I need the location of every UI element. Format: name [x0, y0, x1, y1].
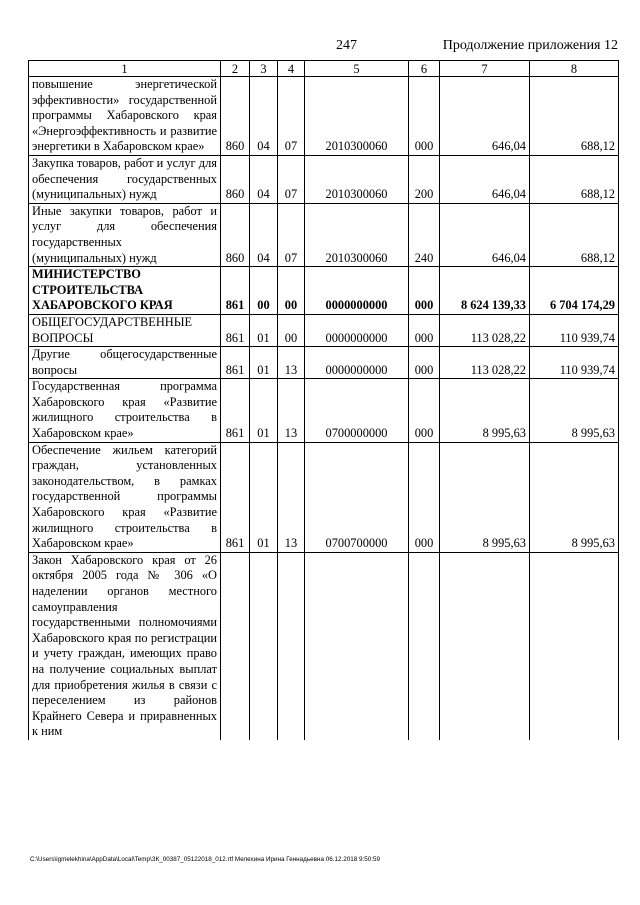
cell-amount-1: 8 995,63 — [440, 379, 530, 442]
row-name: Закупка товаров, работ и услуг для обеспечения государственных (муниципальных) нужд — [29, 155, 221, 203]
cell-section: 01 — [250, 379, 278, 442]
cell-target-article — [305, 552, 409, 740]
cell-subsection: 07 — [278, 155, 305, 203]
column-header: 4 — [278, 61, 305, 77]
column-header: 7 — [440, 61, 530, 77]
cell-expense-type: 000 — [409, 267, 440, 315]
cell-amount-2: 110 939,74 — [530, 347, 619, 379]
cell-target-article: 2010300060 — [305, 155, 409, 203]
cell-amount-2: 688,12 — [530, 203, 619, 266]
column-header: 3 — [250, 61, 278, 77]
table-header-row — [29, 61, 619, 77]
cell-subsection: 00 — [278, 267, 305, 315]
cell-expense-type — [409, 552, 440, 740]
cell-subsection: 13 — [278, 347, 305, 379]
cell-amount-1: 646,04 — [440, 155, 530, 203]
table-row — [29, 77, 619, 156]
cell-section: 01 — [250, 314, 278, 346]
cell-amount-2: 688,12 — [530, 155, 619, 203]
cell-target-article: 0700000000 — [305, 379, 409, 442]
cell-section: 00 — [250, 267, 278, 315]
column-header: 1 — [29, 61, 221, 77]
column-header: 6 — [409, 61, 440, 77]
cell-expense-type: 200 — [409, 155, 440, 203]
table-row — [29, 314, 619, 346]
cell-section: 01 — [250, 347, 278, 379]
cell-expense-type: 000 — [409, 77, 440, 156]
table-row — [29, 203, 619, 266]
cell-amount-1: 113 028,22 — [440, 347, 530, 379]
table-row — [29, 379, 619, 442]
cell-admin-code: 861 — [221, 267, 250, 315]
cell-section: 01 — [250, 442, 278, 552]
cell-admin-code: 860 — [221, 77, 250, 156]
row-name: Другие общегосударственные вопросы — [29, 347, 221, 379]
page-number: 247 — [336, 38, 357, 53]
column-header: 2 — [221, 61, 250, 77]
cell-amount-2: 688,12 — [530, 77, 619, 156]
cell-expense-type: 000 — [409, 442, 440, 552]
cell-amount-1: 646,04 — [440, 77, 530, 156]
cell-target-article: 2010300060 — [305, 77, 409, 156]
cell-admin-code: 861 — [221, 347, 250, 379]
cell-subsection: 07 — [278, 77, 305, 156]
cell-section: 04 — [250, 77, 278, 156]
budget-table — [28, 60, 619, 740]
cell-amount-1: 8 624 139,33 — [440, 267, 530, 315]
cell-expense-type: 000 — [409, 379, 440, 442]
cell-section: 04 — [250, 203, 278, 266]
column-header: 5 — [305, 61, 409, 77]
column-header: 8 — [530, 61, 619, 77]
cell-admin-code: 861 — [221, 379, 250, 442]
cell-admin-code: 861 — [221, 314, 250, 346]
cell-admin-code: 861 — [221, 442, 250, 552]
cell-target-article: 0000000000 — [305, 267, 409, 315]
table-row — [29, 267, 619, 315]
cell-amount-2: 6 704 174,29 — [530, 267, 619, 315]
cell-subsection — [278, 552, 305, 740]
row-name: ОБЩЕГОСУДАРСТВЕННЫЕ ВОПРОСЫ — [29, 314, 221, 346]
file-path-footer: C:\Users\igmelekhina\AppData\Local\Temp\ЗК_00387_05122018_012.rtf Мелехина Ирина Геннадьевна 06.12.2018 9:50:59 — [30, 856, 380, 863]
cell-subsection: 00 — [278, 314, 305, 346]
cell-admin-code: 860 — [221, 155, 250, 203]
cell-subsection: 13 — [278, 442, 305, 552]
row-name: Обеспечение жильем категорий граждан, установленных законодательством, в рамках государственной программы Хабаровского края «Развитие жилищного строительства в Хабаровском крае» — [29, 442, 221, 552]
row-name: Иные закупки товаров, работ и услуг для обеспечения государственных (муниципальных) нужд — [29, 203, 221, 266]
cell-section — [250, 552, 278, 740]
cell-subsection: 13 — [278, 379, 305, 442]
cell-amount-2: 8 995,63 — [530, 379, 619, 442]
cell-amount-1 — [440, 552, 530, 740]
row-name: Государственная программа Хабаровского края «Развитие жилищного строительства в Хабаровском крае» — [29, 379, 221, 442]
cell-target-article: 0000000000 — [305, 314, 409, 346]
table-row — [29, 347, 619, 379]
appendix-caption: Продолжение приложения 12 — [442, 38, 618, 53]
cell-section: 04 — [250, 155, 278, 203]
cell-target-article: 0000000000 — [305, 347, 409, 379]
row-name: Закон Хабаровского края от 26 октября 2005 года № 306 «О наделении органов местного самоуправления государственными полномочиями Хабаровского края по регистрации и учету граждан, имеющих право на получение социальных выплат для приобретения жилья в связи с переселением из районов Крайнего Севера и приравненных к ним — [29, 552, 221, 740]
table-row — [29, 442, 619, 552]
cell-target-article: 0700700000 — [305, 442, 409, 552]
cell-expense-type: 240 — [409, 203, 440, 266]
table-row — [29, 155, 619, 203]
cell-admin-code: 860 — [221, 203, 250, 266]
row-name: повышение энергетической эффективности» государственной программы Хабаровского края «Энергоэффективность и развитие энергетики в Хабаровском крае» — [29, 77, 221, 156]
cell-amount-2: 110 939,74 — [530, 314, 619, 346]
cell-admin-code — [221, 552, 250, 740]
cell-target-article: 2010300060 — [305, 203, 409, 266]
cell-expense-type: 000 — [409, 314, 440, 346]
cell-amount-2 — [530, 552, 619, 740]
cell-amount-1: 646,04 — [440, 203, 530, 266]
cell-amount-1: 113 028,22 — [440, 314, 530, 346]
cell-amount-2: 8 995,63 — [530, 442, 619, 552]
cell-subsection: 07 — [278, 203, 305, 266]
table-row — [29, 552, 619, 740]
cell-amount-1: 8 995,63 — [440, 442, 530, 552]
row-name: МИНИСТЕРСТВО СТРОИТЕЛЬСТВА ХАБАРОВСКОГО КРАЯ — [29, 267, 221, 315]
cell-expense-type: 000 — [409, 347, 440, 379]
